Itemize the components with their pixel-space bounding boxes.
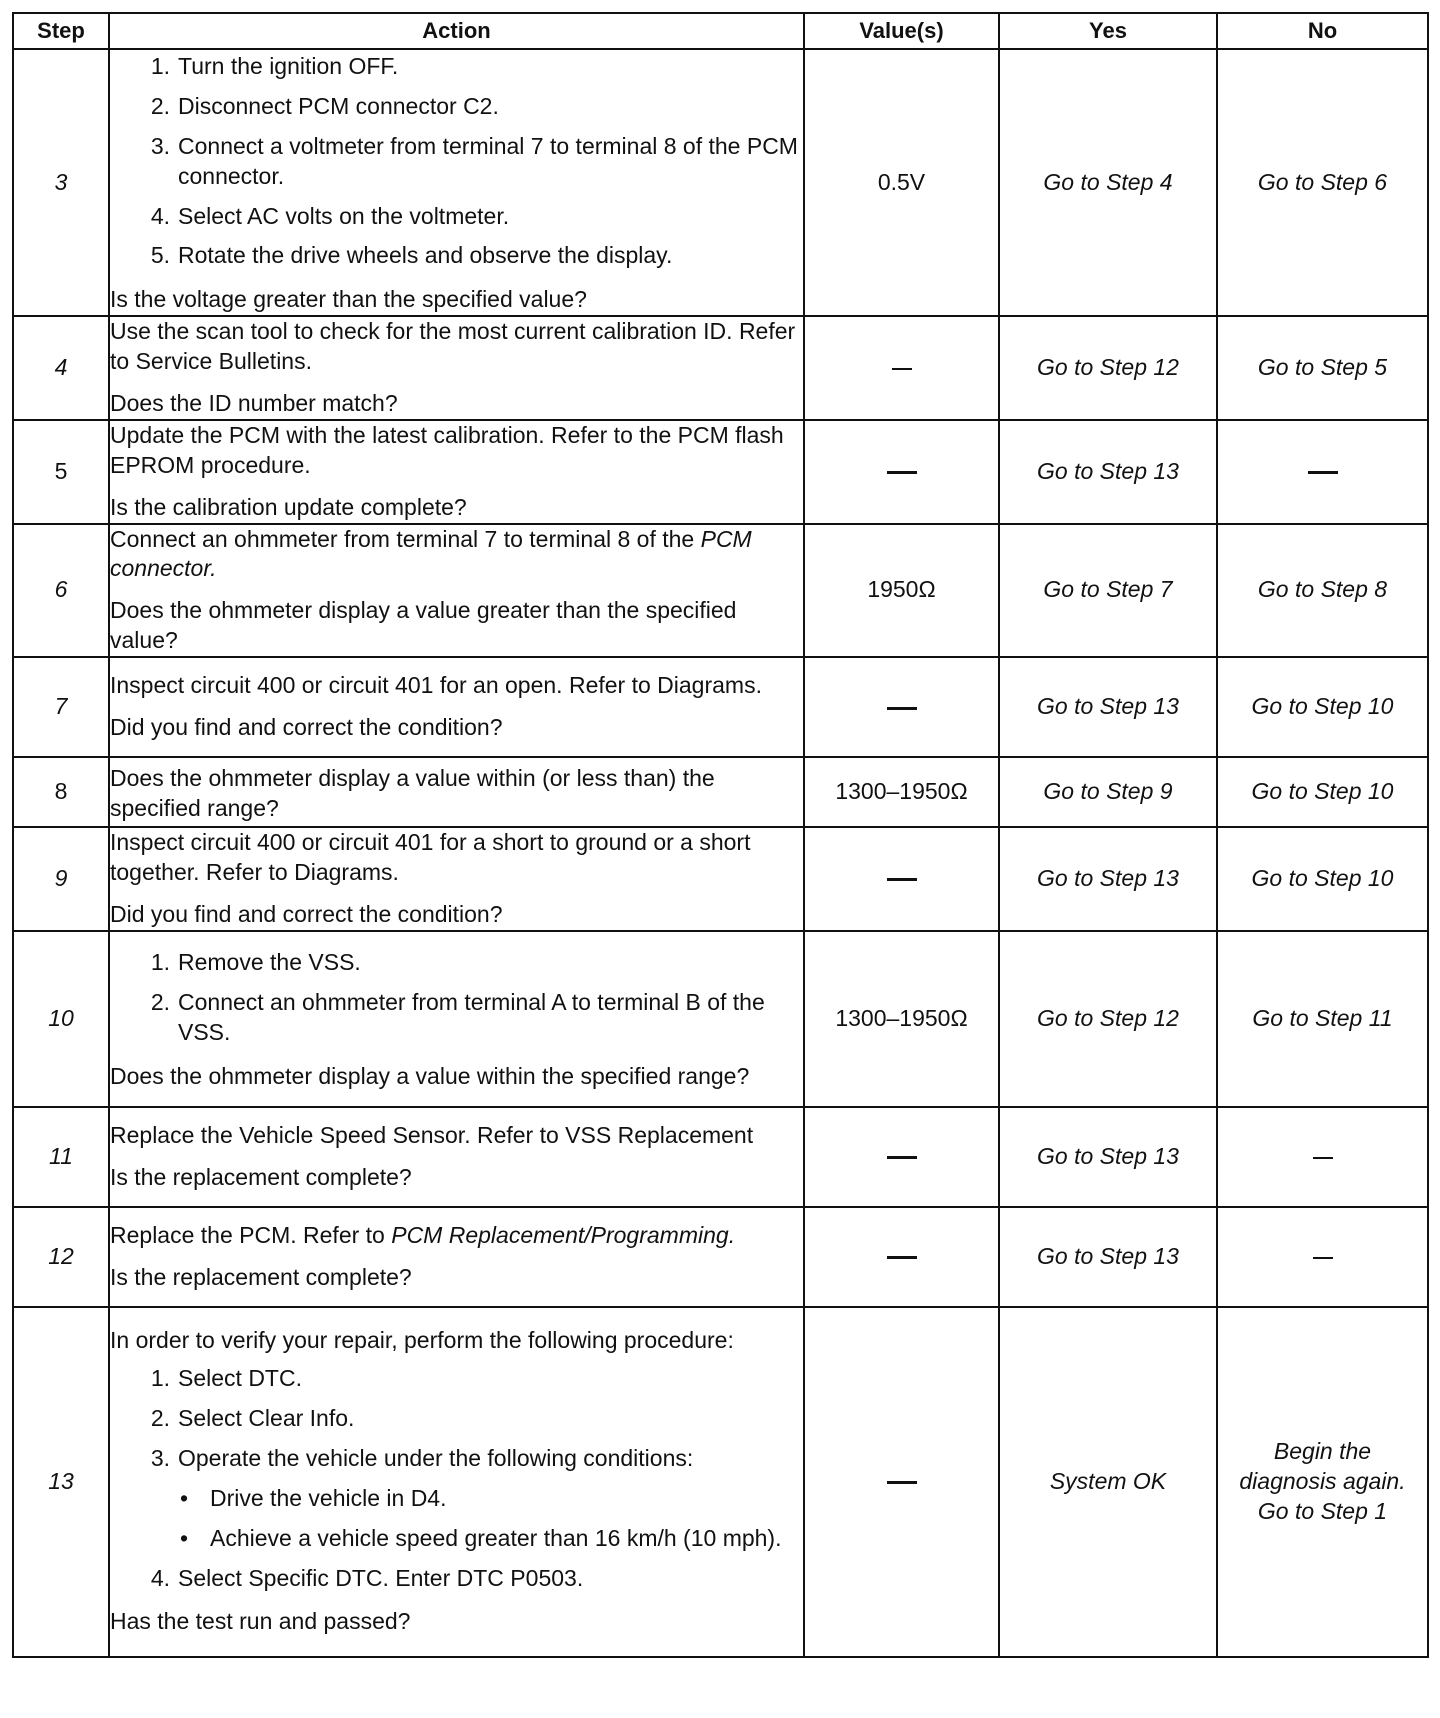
yes-cell: Go to Step 9 <box>999 757 1217 827</box>
yes-cell: Go to Step 13 <box>999 1107 1217 1207</box>
bullet-item: • Drive the vehicle in D4. <box>180 1484 447 1511</box>
value-cell <box>804 420 999 524</box>
table-row <box>13 1107 1428 1207</box>
table-row <box>13 524 1428 658</box>
step-number: 4 <box>13 316 109 420</box>
action-cell <box>109 49 804 316</box>
yes-cell: Go to Step 12 <box>999 931 1217 1107</box>
no-cell: Go to Step 10 <box>1217 657 1428 757</box>
value-cell: 1300–1950Ω <box>804 931 999 1107</box>
action-cell <box>109 1107 804 1207</box>
action-question: Has the test run and passed? <box>110 1608 411 1635</box>
action-question: Does the ID number match? <box>110 390 398 417</box>
bullet-item: • Achieve a vehicle speed greater than 16 km/h (10 mph). <box>180 1524 782 1551</box>
list-item: 1. Select DTC. <box>150 1365 302 1392</box>
dash-mark <box>887 1156 917 1159</box>
action-cell <box>109 757 804 827</box>
diagnostic-table-sheet <box>12 12 1427 1658</box>
header-step: Step <box>13 13 109 49</box>
table-row <box>13 1307 1428 1657</box>
table-row <box>13 931 1428 1107</box>
dash-mark <box>887 1481 917 1484</box>
step-number: 3 <box>13 49 109 316</box>
step-number: 13 <box>13 1307 109 1657</box>
header-row <box>13 13 1428 49</box>
step-number: 9 <box>13 827 109 931</box>
action-text: Use the scan tool to check for the most current calibration ID. Refer to Service Bulletins. <box>110 318 796 375</box>
value-cell <box>804 657 999 757</box>
action-cell <box>109 657 804 757</box>
no-cell: Go to Step 10 <box>1217 827 1428 931</box>
action-question: Is the replacement complete? <box>110 1263 412 1290</box>
table-row <box>13 49 1428 316</box>
dash-mark <box>1313 1157 1333 1159</box>
action-cell <box>109 524 804 658</box>
action-question: Does the ohmmeter display a value within (or less than) the specified range? <box>110 765 715 822</box>
step-number: 12 <box>13 1207 109 1307</box>
dash-mark <box>892 368 912 370</box>
action-cell <box>109 1207 804 1307</box>
action-question: Is the voltage greater than the specified value? <box>110 286 587 313</box>
action-text: Update the PCM with the latest calibration. Refer to the PCM flash EPROM procedure. <box>110 421 784 478</box>
no-cell: Go to Step 8 <box>1217 524 1428 658</box>
yes-cell: Go to Step 13 <box>999 657 1217 757</box>
no-cell <box>1217 420 1428 524</box>
step-number: 6 <box>13 524 109 658</box>
action-question: Is the replacement complete? <box>110 1163 412 1190</box>
action-cell <box>109 827 804 931</box>
no-cell: Go to Step 11 <box>1217 931 1428 1107</box>
no-cell <box>1217 1207 1428 1307</box>
step-number: 11 <box>13 1107 109 1207</box>
value-cell: 0.5V <box>804 49 999 316</box>
list-item: 5. Rotate the drive wheels and observe the display. <box>150 242 673 269</box>
list-item: 2. Disconnect PCM connector C2. <box>150 92 499 119</box>
no-cell: Go to Step 10 <box>1217 757 1428 827</box>
list-item: 1. Turn the ignition OFF. <box>150 53 399 79</box>
list-item: 4. Select Specific DTC. Enter DTC P0503. <box>150 1564 584 1591</box>
value-cell <box>804 827 999 931</box>
yes-cell: Go to Step 13 <box>999 827 1217 931</box>
no-cell: Go to Step 5 <box>1217 316 1428 420</box>
header-values: Value(s) <box>804 13 999 49</box>
dash-mark <box>1308 471 1338 474</box>
action-question: Does the ohmmeter display a value greater than the specified value? <box>110 597 737 654</box>
table-row <box>13 316 1428 420</box>
table-row <box>13 420 1428 524</box>
step-number: 8 <box>13 757 109 827</box>
action-text: Replace the Vehicle Speed Sensor. Refer to VSS Replacement <box>110 1121 754 1148</box>
value-cell: 1300–1950Ω <box>804 757 999 827</box>
yes-cell: Go to Step 13 <box>999 420 1217 524</box>
action-cell <box>109 420 804 524</box>
list-item: 3. Connect a voltmeter from terminal 7 to terminal 8 of the PCM connector. <box>150 132 798 189</box>
list-item: 2. Select Clear Info. <box>150 1405 355 1432</box>
action-cell <box>109 316 804 420</box>
dash-mark <box>887 471 917 474</box>
list-item: 4. Select AC volts on the voltmeter. <box>150 202 510 229</box>
action-cell <box>109 931 804 1107</box>
action-text: Connect an ohmmeter from terminal 7 to terminal 8 of the PCM connector. <box>110 525 752 582</box>
value-cell: 1950Ω <box>804 524 999 658</box>
dash-mark <box>1313 1257 1333 1259</box>
yes-cell: System OK <box>999 1307 1217 1657</box>
step-number: 5 <box>13 420 109 524</box>
header-no: No <box>1217 13 1428 49</box>
yes-cell: Go to Step 4 <box>999 49 1217 316</box>
value-cell <box>804 316 999 420</box>
action-question: Did you find and correct the condition? <box>110 900 503 927</box>
action-text: In order to verify your repair, perform the following procedure: <box>110 1327 734 1354</box>
value-cell <box>804 1307 999 1657</box>
step-number: 10 <box>13 931 109 1107</box>
action-text: Replace the PCM. Refer to PCM Replacement/Programming. <box>110 1221 736 1248</box>
dash-mark <box>887 878 917 881</box>
action-question: Did you find and correct the condition? <box>110 714 503 741</box>
table-row <box>13 657 1428 757</box>
yes-cell: Go to Step 7 <box>999 524 1217 658</box>
dash-mark <box>887 707 917 710</box>
yes-cell: Go to Step 13 <box>999 1207 1217 1307</box>
list-item: 2. Connect an ohmmeter from terminal A to terminal B of the VSS. <box>150 988 765 1045</box>
table-row <box>13 1207 1428 1307</box>
header-action: Action <box>109 13 804 49</box>
yes-cell: Go to Step 12 <box>999 316 1217 420</box>
value-cell <box>804 1107 999 1207</box>
step-number: 7 <box>13 657 109 757</box>
table-row <box>13 827 1428 931</box>
action-text: Inspect circuit 400 or circuit 401 for an open. Refer to Diagrams. <box>110 672 762 699</box>
action-cell <box>109 1307 804 1657</box>
no-cell <box>1217 1107 1428 1207</box>
action-text: Inspect circuit 400 or circuit 401 for a short to ground or a short together. Refer to Diagrams. <box>110 829 751 886</box>
value-cell <box>804 1207 999 1307</box>
list-item: 1. Remove the VSS. <box>150 949 361 976</box>
no-cell: Go to Step 6 <box>1217 49 1428 316</box>
no-cell: Begin the diagnosis again. Go to Step 1 <box>1217 1307 1428 1657</box>
dash-mark <box>887 1256 917 1259</box>
table-row <box>13 757 1428 827</box>
diagnostic-table <box>12 12 1429 1658</box>
list-item: 3. Operate the vehicle under the following conditions: <box>150 1444 694 1471</box>
action-question: Is the calibration update complete? <box>110 493 467 520</box>
header-yes: Yes <box>999 13 1217 49</box>
action-question: Does the ohmmeter display a value within the specified range? <box>110 1062 750 1089</box>
